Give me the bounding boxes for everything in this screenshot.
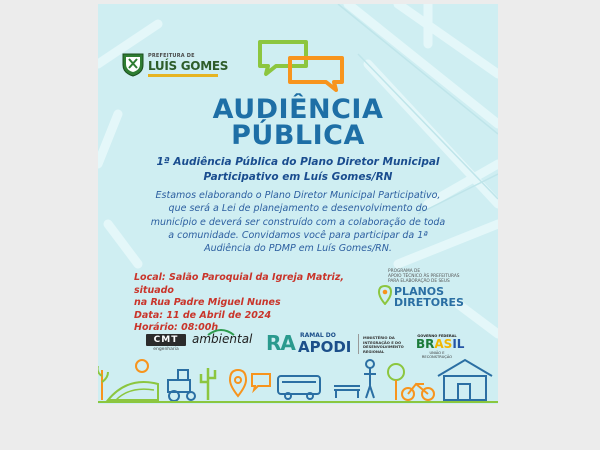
ministerio-line-2: INTEGRAÇÃO E DO xyxy=(363,340,402,345)
brasil-wordmark xyxy=(416,337,465,351)
heading-line-1: 1ª Audiência Pública do Plano Diretor Municipal xyxy=(156,156,440,168)
description-line-4: a comunidade. Convidamos você para participar da 1ª xyxy=(168,229,428,241)
event-details xyxy=(134,272,354,335)
title-line-1: AUDIÊNCIA xyxy=(212,94,384,125)
program-label-1: PROGRAMA DE xyxy=(388,269,421,274)
brasil-part-1: BR xyxy=(416,337,435,351)
planos-diretores-logo xyxy=(378,269,488,314)
heading-line-2: Participativo em Luís Gomes/RN xyxy=(203,171,393,183)
ambiental-logo: ambiental xyxy=(192,332,253,346)
cmt-text: CMT xyxy=(153,335,179,345)
bicycle-icon xyxy=(402,384,434,400)
cactus-icon xyxy=(201,368,215,400)
location-line-1: Local: Salão Paroquial da Igreja Matriz, situado xyxy=(134,272,344,296)
prefeitura-logo xyxy=(120,51,240,81)
location-pin-icon xyxy=(378,285,392,305)
diretores-label: DIRETORES xyxy=(394,296,464,309)
ramal-label: RAMAL DO xyxy=(300,332,336,339)
description-line-3: município e deverá ser construído com a colaboração de toda xyxy=(150,216,446,228)
description-line-2: que será a Lei de planejamento e desenvolvimento do xyxy=(168,203,428,215)
brasil-part-2: AS xyxy=(434,337,453,351)
planos-label: PLANOS xyxy=(394,285,445,298)
prefeitura-label: PREFEITURA DE xyxy=(148,53,195,59)
cmt-logo xyxy=(146,334,186,352)
description-line-1: Estamos elaborando o Plano Diretor Municipal Participativo, xyxy=(155,190,441,201)
person-icon xyxy=(364,360,376,398)
program-label-2: APOIO TÉCNICO ÀS PREFEITURAS xyxy=(388,274,460,279)
ministerio-line-3: DESENVOLVIMENTO xyxy=(363,345,404,350)
event-description xyxy=(138,189,458,255)
location-pin-icon xyxy=(230,370,246,396)
title-line-2: PÚBLICA xyxy=(231,120,365,151)
crest-icon xyxy=(120,51,146,77)
cmt-subtitle: engenharia xyxy=(153,347,179,352)
bench-icon xyxy=(334,386,360,398)
ministerio-line-1: MINISTÉRIO DA xyxy=(363,336,395,340)
brasil-part-3: IL xyxy=(452,337,465,351)
event-poster xyxy=(98,4,498,404)
program-label-3: PARA ELABORAÇÃO DE SEUS xyxy=(388,279,450,284)
apodi-label: APODI xyxy=(298,338,352,356)
governo-federal-label: GOVERNO FEDERAL xyxy=(417,334,457,338)
logo-divider xyxy=(358,334,359,354)
location-line-2: na Rua Padre Miguel Nunes xyxy=(134,297,281,308)
prefeitura-stripe xyxy=(148,74,218,77)
description-line-5: Audiência do PDMP em Luís Gomes/RN. xyxy=(204,243,392,255)
bottom-illustration xyxy=(98,356,498,404)
field-icon xyxy=(108,360,158,400)
bus-icon xyxy=(278,376,320,399)
event-time: Horário: 08:00h xyxy=(134,322,219,333)
program-label xyxy=(388,269,478,284)
ministerio-logo xyxy=(363,336,409,354)
event-date: Data: 11 de Abril de 2024 xyxy=(134,309,272,321)
tractor-icon xyxy=(168,370,195,401)
ramal-apodi-logo xyxy=(266,332,354,358)
ra-mark: RA xyxy=(266,331,295,355)
speech-bubbles-icon xyxy=(256,38,348,94)
governo-federal-logo xyxy=(416,334,465,359)
governo-slogan: UNIÃO E RECONSTRUÇÃO xyxy=(421,351,453,359)
ministerio-line-4: REGIONAL xyxy=(363,349,385,354)
house-icon xyxy=(438,360,492,400)
event-heading xyxy=(138,155,458,185)
prefeitura-name: LUÍS GOMES xyxy=(148,59,229,73)
chat-icon xyxy=(252,374,270,390)
plant-icon xyxy=(98,366,108,400)
